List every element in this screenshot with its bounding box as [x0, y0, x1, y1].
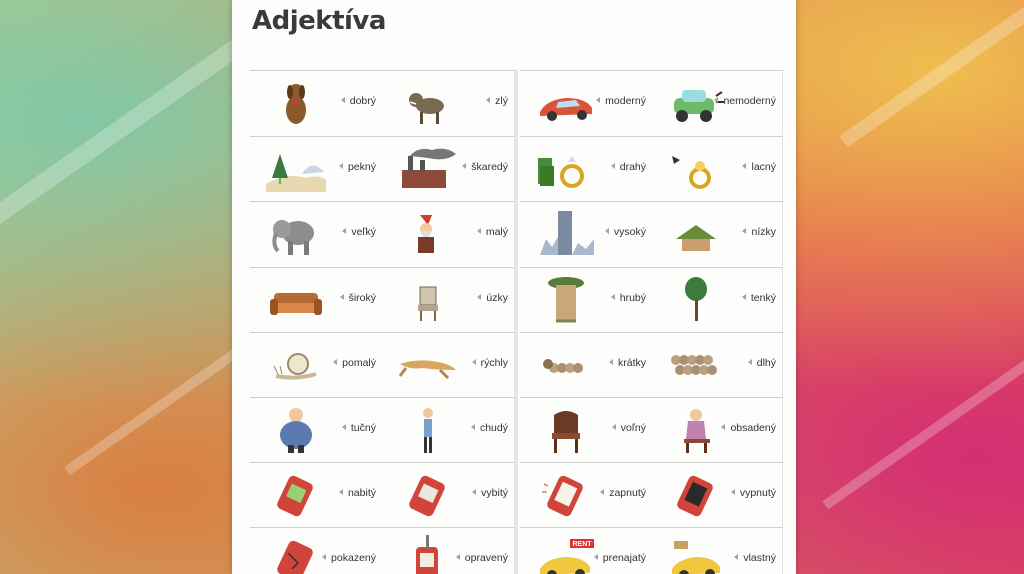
charged-phone-icon	[260, 469, 332, 521]
adjective-row	[250, 462, 780, 526]
angry-dog-icon	[392, 77, 464, 129]
pretty-landscape-icon	[260, 143, 332, 195]
adjective-label: lacný	[742, 161, 776, 173]
adjective-card	[382, 462, 515, 527]
adjective-label: pomalý	[333, 357, 376, 369]
adjective-label: pekný	[339, 161, 376, 173]
wide-armchair-icon	[260, 274, 332, 326]
adjective-label: nabitý	[339, 487, 376, 499]
adjective-card	[382, 527, 515, 574]
adjective-label: tenký	[742, 292, 776, 304]
repaired-phone-icon	[392, 534, 464, 574]
adjective-card	[520, 332, 652, 397]
adjective-label: škaredý	[462, 161, 508, 173]
fast-cheetah-icon	[392, 339, 464, 391]
adjective-card	[650, 136, 783, 201]
adjective-row	[250, 136, 780, 200]
adjective-row	[250, 332, 780, 396]
adjective-label: zlý	[486, 95, 508, 107]
adjective-card	[382, 70, 515, 135]
adjective-card	[382, 267, 515, 332]
adjective-label: veľký	[342, 226, 376, 238]
adjective-card	[250, 527, 382, 574]
adjective-card	[250, 70, 382, 135]
adjective-card	[650, 332, 783, 397]
adjective-label: voľný	[612, 422, 646, 434]
adjective-row	[250, 70, 780, 134]
thin-man-icon	[392, 404, 464, 456]
adjective-label: opravený	[456, 552, 508, 564]
adjective-card	[520, 267, 652, 332]
adjective-card	[250, 267, 382, 332]
adjective-card	[250, 136, 382, 201]
adjective-label: hrubý	[611, 292, 646, 304]
low-house-icon	[660, 208, 732, 260]
adjective-card	[520, 527, 652, 574]
adjective-label: krátky	[609, 357, 646, 369]
adjective-card	[250, 201, 382, 266]
modern-car-icon	[530, 77, 602, 129]
rented-car-icon	[530, 534, 602, 574]
own-car-icon	[660, 534, 732, 574]
adjective-label: pokazený	[322, 552, 376, 564]
adjective-card	[250, 397, 382, 462]
adjective-card	[520, 136, 652, 201]
tall-building-icon	[530, 208, 602, 260]
adjective-label: rýchly	[472, 357, 508, 369]
short-caterpillar-icon	[530, 339, 602, 391]
adjective-label: nemoderný	[714, 95, 776, 107]
page-title: Adjektíva	[252, 6, 386, 36]
adjective-label: zapnutý	[600, 487, 646, 499]
discharged-phone-icon	[392, 469, 464, 521]
worksheet-page	[232, 0, 796, 574]
adjective-row	[250, 397, 780, 461]
adjective-row	[250, 527, 780, 574]
adjective-label: obsadený	[721, 422, 776, 434]
adjective-label: široký	[340, 292, 376, 304]
free-chair-icon	[530, 404, 602, 456]
adjective-card	[382, 332, 515, 397]
adjective-card	[382, 136, 515, 201]
expensive-ring-icon	[530, 143, 602, 195]
phone-on-icon	[530, 469, 602, 521]
adjective-label: prenajatý	[594, 552, 646, 564]
adjective-card	[650, 267, 783, 332]
adjective-card	[382, 397, 515, 462]
adjective-label: vypnutý	[731, 487, 776, 499]
adjective-row	[250, 267, 780, 331]
ugly-factory-icon	[392, 143, 464, 195]
adjective-card	[520, 397, 652, 462]
adjective-card	[520, 462, 652, 527]
adjective-label: úzky	[477, 292, 508, 304]
adjective-label: malý	[477, 226, 508, 238]
fat-man-icon	[260, 404, 332, 456]
rent-badge-label: RENT	[572, 541, 592, 548]
adjective-card	[650, 397, 783, 462]
long-caterpillar-icon	[660, 339, 732, 391]
adjective-card	[650, 70, 783, 135]
adjective-card	[382, 201, 515, 266]
adjective-label: dlhý	[748, 357, 776, 369]
adjective-label: vysoký	[605, 226, 646, 238]
adjective-label: tučný	[342, 422, 376, 434]
adjective-card	[250, 332, 382, 397]
adjective-label: moderný	[596, 95, 646, 107]
cheap-ring-icon	[660, 143, 732, 195]
thick-tree-icon	[530, 274, 602, 326]
small-dwarf-icon	[392, 208, 464, 260]
adjective-label: vybitý	[472, 487, 508, 499]
thin-tree-icon	[660, 274, 732, 326]
adjective-card	[650, 527, 783, 574]
narrow-chair-icon	[392, 274, 464, 326]
adjective-card	[650, 462, 783, 527]
adjective-row	[250, 201, 780, 265]
adjective-card	[520, 201, 652, 266]
big-elephant-icon	[260, 208, 332, 260]
good-dog-icon	[260, 77, 332, 129]
adjective-label: nízky	[742, 226, 776, 238]
adjective-card	[650, 201, 783, 266]
adjective-label: chudý	[471, 422, 508, 434]
adjective-card	[250, 462, 382, 527]
phone-off-icon	[660, 469, 732, 521]
slow-snail-icon	[260, 339, 332, 391]
adjective-card	[520, 70, 652, 135]
adjective-label: vlastný	[734, 552, 776, 564]
adjective-label: drahý	[611, 161, 646, 173]
adjective-label: dobrý	[341, 95, 376, 107]
